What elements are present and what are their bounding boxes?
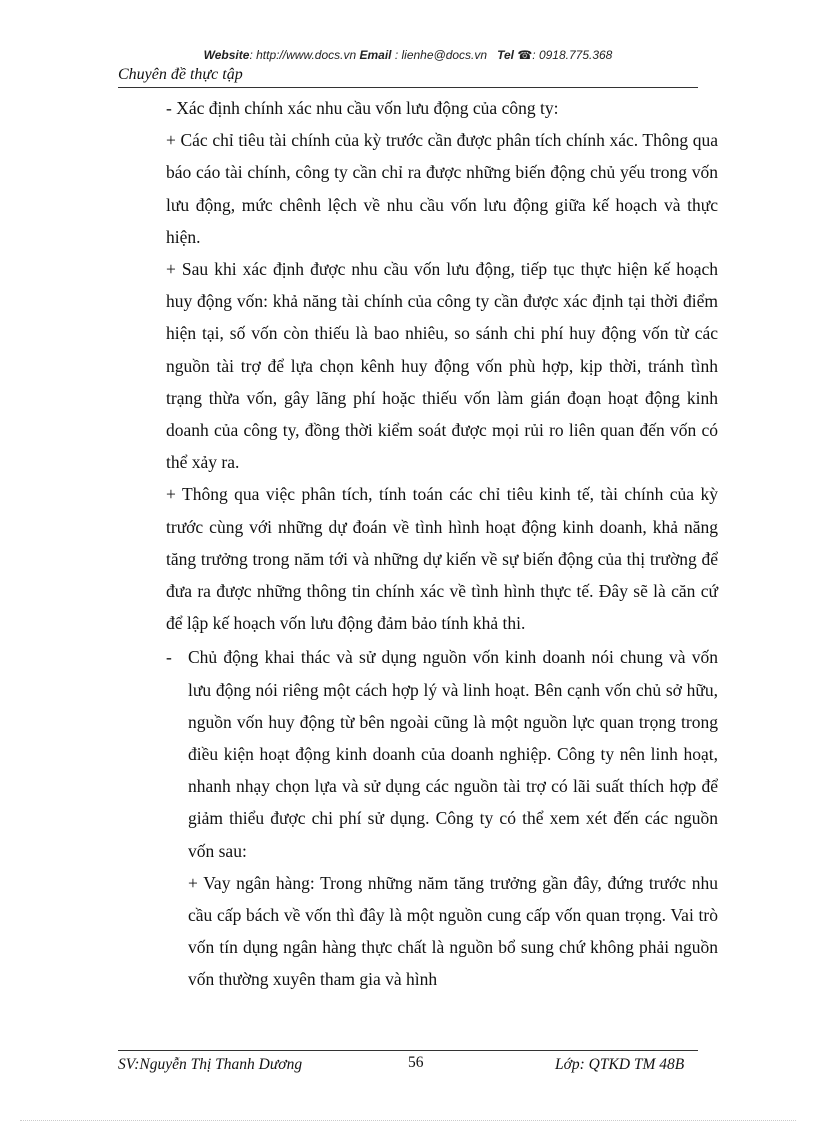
phone-icon: ☎ <box>517 48 533 62</box>
page-number: 56 <box>408 1054 424 1071</box>
paragraph-6: + Vay ngân hàng: Trong những năm tăng trưởng gần đây, đứng trước nhu cầu cấp bách về vốn thì đây là một nguồn cung cấp vốn quan trọng. Vai trò vốn tín dụng ngân hàng thực chất là nguồn bổ sung chứ không phải nguồn vốn thường xuyên tham gia và hình <box>188 872 718 990</box>
paragraph-4: + Thông qua việc phân tích, tính toán các chỉ tiêu kinh tế, tài chính của kỳ trước cùng với những dự đoán về tình hình hoạt động kinh doanh, khả năng tăng trưởng trong năm tới và những dự kiến về sự biến động của thị trường để đưa ra được những thông tin chính xác về tình hình thực tế. Đây sẽ là căn cứ để lập kế hoạch vốn lưu động đảm bảo tính khả thi. <box>166 484 718 634</box>
website-label: Website <box>203 48 250 62</box>
bullet-dash: - <box>166 647 172 668</box>
tel-number: : 0918.775.368 <box>532 48 613 62</box>
paragraph-2: + Các chỉ tiêu tài chính của kỳ trước cần được phân tích chính xác. Thông qua báo cáo tài chính, công ty cần chỉ ra được những biến động chủ yếu trong vốn lưu động, mức chênh lệch về nhu cầu vốn lưu động giữa kế hoạch và thực hiện. <box>166 130 718 247</box>
bullet-item <box>166 641 718 995</box>
website-header <box>0 48 816 62</box>
document-body <box>166 92 718 996</box>
header-divider <box>118 87 698 88</box>
paragraph-3: + Sau khi xác định được nhu cầu vốn lưu động, tiếp tục thực hiện kế hoạch huy động vốn: khả năng tài chính của công ty cần được xác định tại thời điểm hiện tại, số vốn còn thiếu là bao nhiêu, so sánh chi phí huy động vốn từ các nguồn tài trợ để lựa chọn kênh huy động vốn phù hợp, kịp thời, tránh tình trạng thừa vốn, gây lãng phí hoặc thiếu vốn làm gián đoạn hoạt động kinh doanh của công ty, đồng thời kiểm soát được mọi rủi ro liên quan đến vốn có thể xảy ra. <box>166 259 718 473</box>
paragraph-5: Chủ động khai thác và sử dụng nguồn vốn kinh doanh nói chung và vốn lưu động nói riêng một cách hợp lý và linh hoạt. Bên cạnh vốn chủ sở hữu, nguồn vốn huy động từ bên ngoài cũng là một nguồn lực quan trọng trong điều kiện hoạt động kinh doanh của doanh nghiệp. Công ty nên linh hoạt, nhanh nhạy chọn lựa và sử dụng các nguồn tài trợ có lãi suất thích hợp để giảm thiểu được chi phí sử dụng. Công ty có thể xem xét đến các nguồn vốn sau: <box>188 647 718 861</box>
email-label: Email <box>359 48 392 62</box>
email-address: : lienhe@docs.vn <box>391 48 491 62</box>
footer-divider <box>118 1050 698 1051</box>
document-title: Chuyên đề thực tập <box>118 66 243 83</box>
page-edge <box>20 1120 796 1121</box>
paragraph-1: - Xác định chính xác nhu cầu vốn lưu động của công ty: <box>166 98 559 118</box>
footer-student: SV:Nguyễn Thị Thanh Dương <box>118 1056 303 1073</box>
footer-class: Lớp: QTKD TM 48B <box>555 1056 685 1073</box>
website-url: : http://www.docs.vn <box>249 48 360 62</box>
tel-label: Tel <box>497 48 514 62</box>
